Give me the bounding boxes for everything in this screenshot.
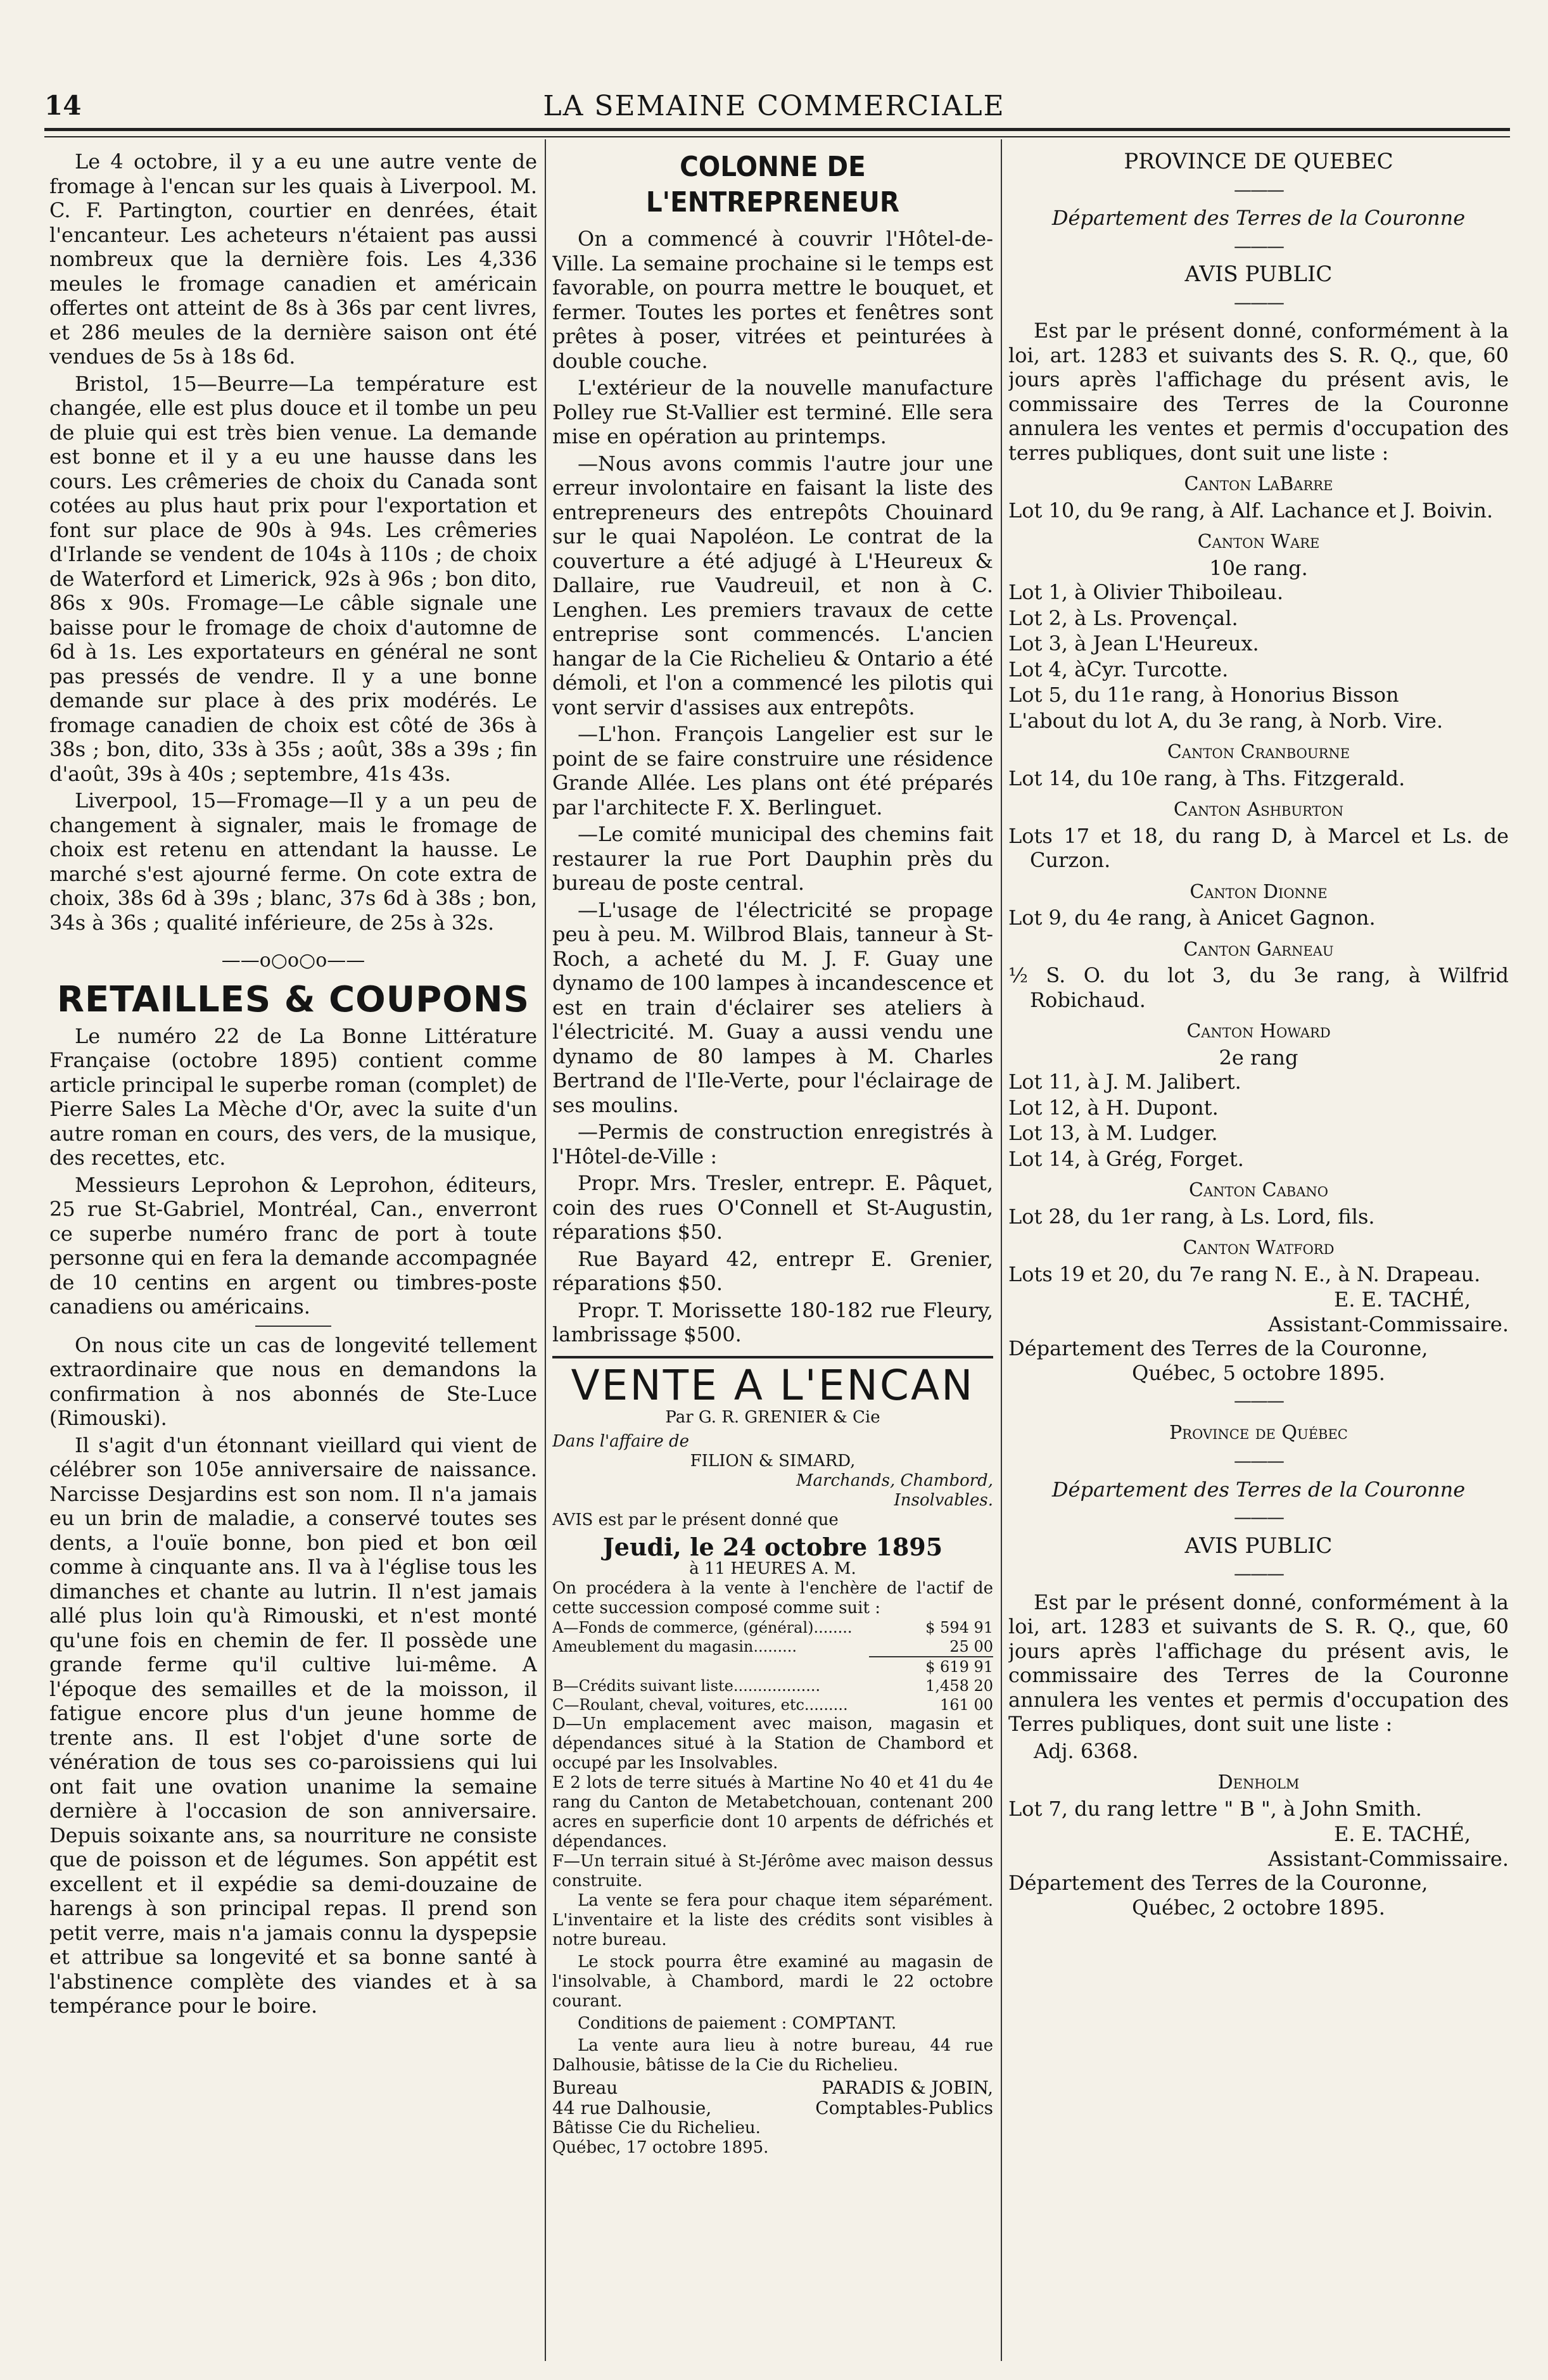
dash-rule: ——— [1234, 179, 1283, 200]
entrepreneur-paragraph: On a commencé à couvrir l'Hôtel-de-Ville. La semaine prochaine si le temps est favorable, on pourra mettre le bouquet, et fermer. Toutes les portes et fenêtres sont prêtes à poser, vitrées et peinturées à double couche. [552, 227, 993, 373]
entrepreneur-paragraph: —L'usage de l'électricité se propage peu à peu. M. Wilbrod Blais, tanneur à St-Roch, a acheté du M. J. F. Guay une dynamo de 100 lampes à incandescence et est en train d'éclairer ses ateliers à l'électricité. M. Guay a aussi vendu une dynamo de 80 lampes à M. Charles Bertrand de l'Ile-Verte, pour l'éclairage de ses moulins. [552, 897, 993, 1117]
ledger-row [552, 1695, 993, 1714]
avis-intro: Est par le présent donné, conformément à la loi, art. 1283 et suivants des S. R. Q., que, 60 jours après l'affichage du présent avis, le commissaire des Terres de la Couronne annulera les ventes et permis d'occupation des terres publiques, dont suit une liste : [1008, 319, 1509, 465]
vente-note: Le stock pourra être examiné au magasin de l'insolvable, à Chambord, mardi le 22 octobre courant. [552, 1953, 993, 2011]
dash-rule: ——— [1234, 235, 1283, 256]
vente-encan-heading: VENTE A L'ENCAN [552, 1356, 993, 1408]
vente-time: à 11 HEURES A. M. [689, 1559, 856, 1578]
column-left [49, 149, 537, 2361]
lot-entry: Lot 12, à H. Dupont. [1008, 1095, 1219, 1120]
ledger-row [552, 1618, 993, 1637]
lot-entry: Lot 14, à Grég, Forget. [1008, 1146, 1244, 1171]
ledger-subtotal-row [869, 1656, 993, 1676]
signer-role-2: Assistant-Commissaire. [1267, 1846, 1509, 1871]
province-heading-2: Province de Québec [1169, 1421, 1348, 1444]
lot-entry: Lot 13, à M. Ludger. [1008, 1121, 1218, 1145]
retailles-paragraph: Le numéro 22 de La Bonne Littérature Française (octobre 1895) contient comme article principal le superbe roman (complet) de Pierre Sales La Mèche d'Or, avec la suite d'un autre roman en cours, des vers, de la musique, des recettes, etc. [49, 1023, 537, 1170]
lot-entry: ½ S. O. du lot 3, du 3e rang, à Wilfrid Robichaud. [1008, 963, 1509, 1012]
lot-entry: Lots 19 et 20, du 7e rang N. E., à N. Drapeau. [1008, 1262, 1481, 1286]
lot-entry: Lot 7, du rang lettre " B ", à John Smith. [1008, 1796, 1422, 1821]
header-rule [44, 128, 1510, 137]
retailles-paragraph: Messieurs Leprohon & Leprohon, éditeurs, 25 rue St-Gabriel, Montréal, Can., enverront ce superbe numéro franc de port à toute personne qui en fera la demande accompagnée de 10 centins en argent ou timbres-poste canadiens ou américains. [49, 1172, 537, 1319]
avis-heading: AVIS PUBLIC [1184, 262, 1333, 287]
lot-entry: L'about du lot A, du 3e rang, à Norb. Vire. [1008, 708, 1443, 733]
canton-name: Canton Cabano [1189, 1179, 1328, 1201]
vente-date: Jeudi, le 24 octobre 1895 [602, 1532, 943, 1561]
entrepreneur-paragraph: —Le comité municipal des chemins fait restaurer la rue Port Dauphin près du bureau de poste central. [552, 822, 993, 895]
signer-name: E. E. TACHÉ, [1333, 1288, 1471, 1312]
column-divider [1001, 139, 1002, 2361]
column-right [1008, 149, 1509, 2361]
vente-note: La vente se fera pour chaque item séparément. L'inventaire et la liste des crédits sont visibles à notre bureau. [552, 1891, 993, 1949]
bureau-building: Bâtisse Cie du Richelieu. [552, 2118, 761, 2137]
canton-rang: 2e rang [1219, 1045, 1298, 1070]
lot-entry: Lot 4, àCyr. Turcotte. [1008, 657, 1229, 681]
vente-note: Conditions de paiement : COMPTANT. [578, 2014, 897, 2033]
entrepreneur-paragraph: L'extérieur de la nouvelle manufacture Polley rue St-Vallier est terminé. Elle sera mise en opération au printemps. [552, 376, 993, 448]
bureau-address: 44 rue Dalhousie, [552, 2098, 712, 2118]
ledger-amount: 1,458 20 [925, 1677, 993, 1695]
signer-name-2: E. E. TACHÉ, [1333, 1822, 1471, 1846]
ledger-row [552, 1676, 993, 1695]
canton-list [1008, 472, 1509, 1286]
section-separator: ——o○o○o—— [221, 949, 365, 972]
signer-role: Assistant-Commissaire. [1267, 1312, 1509, 1336]
canton-name: Canton Dionne [1190, 880, 1328, 903]
lot-entry: Lot 10, du 9e rang, à Alf. Lachance et J. Boivin. [1008, 498, 1494, 522]
page-number: 14 [44, 90, 82, 121]
retailles-heading: RETAILLES & COUPONS [56, 978, 530, 1020]
retailles-paragraph: Il s'agit d'un étonnant vieillard qui vient de célébrer son 105e anniversaire de naissance. Narcisse Desjardins est son nom. Il n'a jamais eu un brin de maladie, a conservé toutes ses dents, a l'ouïe bonne, bon pied et bon œil comme à cinquante ans. Il va à l'église tous les dimanches et chante au lutrin. Il n'est jamais allé plus loin qu'à Rimouski, et n'est monté qu'une fois en chemin de fer. Il possède une grande ferme qu'il cultive lui-même. A l'époque des semailles et de la moisson, il fatigue encore plus d'un jeune homme de trente ans. Il est l'objet d'une sorte de vénération de tous ses co-paroissiens qui lui ont fait une ovation unanime la semaine dernière à l'occasion de son anniversaire. Depuis soixante ans, sa nourriture ne consiste que de poisson et de légumes. Son appétit est excellent et il expédie sa demi-douzaine de harengs à son principal repas. Il prend son petit verre, mais n'a jamais connu la dyspepsie et attribue sa longevité et sa bonne santé à l'abstinence complète des viandes et à sa tempérance pour le boire. [49, 1433, 537, 2018]
vente-detail: D—Un emplacement avec maison, magasin et dépendances situé à la Station de Chambord et occupé par les Insolvables. [552, 1714, 993, 1773]
sign-date-2: Québec, 2 octobre 1895. [1132, 1895, 1385, 1920]
vente-sign-date: Québec, 17 octobre 1895. [552, 2138, 769, 2157]
vente-parties-status: Insolvables. [894, 1490, 993, 1510]
lot-entry: Lot 11, à J. M. Jalibert. [1008, 1070, 1241, 1094]
lot-entry: Lot 28, du 1er rang, à Ls. Lord, fils. [1008, 1204, 1375, 1229]
ledger-label: A—Fonds de commerce, (général)........ [552, 1619, 853, 1636]
entrepreneur-paragraph: —L'hon. François Langelier est sur le point de se faire construire une résidence Grande Allée. Les plans ont été préparés par l'architecte F. X. Berlinguet. [552, 722, 993, 820]
vente-detail: E 2 lots de terre situés à Martine No 40 et 41 du 4e rang du Canton de Metabetchouan, contenant 200 acres en superficie dont 10 arpents de défrichés et dépendances. [552, 1773, 993, 1851]
vente-intro: On procédera à la vente à l'enchère de l'actif de cette succession composé comme suit : [552, 1579, 993, 1617]
avis-heading-2: AVIS PUBLIC [1184, 1533, 1333, 1559]
permit-entry: Rue Bayard 42, entrepr E. Grenier, réparations $50. [552, 1246, 993, 1295]
dash-rule: ——— [1234, 1507, 1283, 1528]
lot-entry: Lot 3, à Jean L'Heureux. [1008, 631, 1259, 655]
vente-note: La vente aura lieu à notre bureau, 44 rue Dalhousie, bâtisse de la Cie du Richelieu. [552, 2036, 993, 2075]
entrepreneur-paragraph: —Permis de construction enregistrés à l'Hôtel-de-Ville : [552, 1120, 993, 1168]
province-heading: PROVINCE DE QUEBEC [1124, 149, 1393, 174]
column-middle [552, 149, 993, 2361]
avis-intro-2: Est par le présent donné, conformément à la loi, art. 1283 et suivants de S. R. Q., que, 60 jours après l'affichage du présent avis, le commissaire des Terres de la Couronne annulera les ventes et permis d'occupation des Terres publiques, dont suit une liste : [1008, 1590, 1509, 1736]
canton-name: Canton Ware [1197, 531, 1320, 553]
canton-name: Canton LaBarre [1184, 473, 1333, 495]
permit-entry: Propr. Mrs. Tresler, entrepr. E. Pâquet, coin des rues O'Connell et St-Augustin, réparations $50. [552, 1171, 993, 1244]
ledger-label: B—Crédits suivant liste.................. [552, 1677, 821, 1695]
lot-entry: Lot 9, du 4e rang, à Anicet Gagnon. [1008, 906, 1376, 930]
entrepreneur-heading: COLONNE DE L'ENTREPRENEUR [645, 151, 900, 218]
dash-rule: ——— [1234, 1390, 1283, 1411]
vente-signature-row [552, 2078, 993, 2098]
entrepreneur-paragraph: —Nous avons commis l'autre jour une erreur involontaire en faisant la liste des entrepreneurs des entrepôts Chouinard sur le quai Napoléon. Le contrat de la couverture a été adjugé à L'Heureux & Dallaire, rue Vaudreuil, et non à C. Lenghen. Les premiers travaux de cette entreprise sont commencés. L'ancien hangar de la Cie Richelieu & Ontario a été démoli, et l'on a commencé les pilotis qui vont servir d'assises aux entrepôts. [552, 451, 993, 719]
market-report: Le 4 octobre, il y a eu une autre vente de fromage à l'encan sur les quais à Liverpool. M. C. F. Partington, courtier en denrées, était l'encanteur. Les acheteurs n'étaient pas aussi nombreux que la dernière fois. Les 4,336 meules le fromage canadien et américain offertes ont atteint de 8s à 36s par cent livres, et 286 meules de la dernière saison ont été vendues de 5s à 18s 6d. [49, 149, 537, 369]
ledger-amount: 161 00 [940, 1696, 993, 1714]
column-divider [545, 139, 546, 2361]
dept-heading-2: Département des Terres de la Couronne [1051, 1477, 1466, 1502]
sign-place-2: Département des Terres de la Couronne, [1008, 1871, 1428, 1895]
vente-signers-role: Comptables-Publics [815, 2098, 993, 2118]
vente-parties: FILION & SIMARD, [690, 1451, 856, 1471]
dash-rule: ——— [1234, 1563, 1283, 1584]
market-report: Bristol, 15—Beurre—La température est changée, elle est plus douce et il tombe un peu de pluie qui est très bien venue. La demande est bonne et il y a eu une hausse dans les cours. Les crêmeries de choix du Canada sont cotées au plus haut prix pour l'exportation et font sur place de 90s à 94s. Les crêmeries d'Irlande se vendent de 104s à 110s ; de choix de Waterford et Limerick, 92s à 96s ; bon dito, 86s x 90s. Fromage—Le câble signale une baisse pour le fromage de choix d'automne de 6d à 1s. Les exportateurs en général ne sont pas pressés de vendre. Il y a une bonne demande sur place à des prix modérés. Le fromage canadien de choix est côté de 36s à 38s ; bon, dito, 33s à 35s ; août, 38s a 39s ; fin d'août, 39s à 40s ; septembre, 41s 43s. [49, 371, 537, 786]
running-title: LA SEMAINE COMMERCIALE [543, 90, 1005, 122]
sign-date: Québec, 5 octobre 1895. [1132, 1360, 1385, 1385]
canton-name: Canton Watford [1183, 1237, 1335, 1259]
lot-entry: Lot 5, du 11e rang, à Honorius Bisson [1008, 683, 1399, 707]
dash-rule: ——— [1234, 291, 1283, 313]
dash-rule: ——— [1234, 1450, 1283, 1471]
lot-entry: Lots 17 et 18, du rang D, à Marcel et Ls. de Curzon. [1008, 823, 1509, 872]
vente-affaire: Dans l'affaire de [552, 1431, 690, 1451]
ledger-label: Ameublement du magasin......... [552, 1638, 797, 1655]
ledger-row [552, 1637, 993, 1656]
canton-name: Canton Howard [1186, 1020, 1331, 1042]
sign-place: Département des Terres de la Couronne, [1008, 1336, 1428, 1360]
permit-entry: Propr. T. Morissette 180-182 rue Fleury, lambrissage $500. [552, 1298, 993, 1346]
dept-heading: Département des Terres de la Couronne [1051, 206, 1466, 230]
ledger-label: C—Roulant, cheval, voitures, etc......... [552, 1696, 848, 1714]
vente-signature-row [552, 2098, 993, 2118]
bureau-label: Bureau [552, 2077, 618, 2098]
ledger-amount: $ 594 91 [925, 1619, 993, 1636]
lot-entry: Lot 1, à Olivier Thiboileau. [1008, 580, 1284, 604]
retailles-paragraph: On nous cite un cas de longevité tellement extraordinaire que nous en demandons la confirmation à nos abonnés de Ste-Luce (Rimouski). [49, 1332, 537, 1430]
lot-entry: Lot 14, du 10e rang, à Ths. Fitzgerald. [1008, 766, 1405, 790]
vente-parties-desc: Marchands, Chambord, [796, 1471, 993, 1490]
vente-detail: F—Un terrain situé à St-Jérôme avec maison dessus construite. [552, 1852, 993, 1890]
short-rule [255, 1326, 331, 1327]
canton-name: Canton Garneau [1183, 938, 1334, 961]
canton-name: Canton Ashburton [1173, 799, 1344, 821]
vente-avis: AVIS est par le présent donné que [552, 1510, 839, 1529]
adj-number: Adj. 6368. [1034, 1738, 1139, 1763]
market-report: Liverpool, 15—Fromage—Il y a un peu de changement à signaler, mais le fromage de choix est retenu en attendant la hausse. Le marché s'est ajourné ferme. On cote extra de choix, 38s 6d à 39s ; blanc, 37s 6d à 38s ; bon, 34s à 36s ; qualité inférieure, de 25s à 32s. [49, 788, 537, 935]
ledger-subtotal: $ 619 91 [925, 1658, 993, 1676]
canton-rang: 10e rang. [1209, 555, 1308, 580]
lot-entry: Lot 2, à Ls. Provençal. [1008, 605, 1238, 630]
vente-signers: PARADIS & JOBIN, [822, 2077, 993, 2098]
canton-name: Canton Cranbourne [1167, 741, 1350, 763]
ledger-amount: 25 00 [949, 1638, 993, 1655]
canton-name: Denholm [1217, 1771, 1300, 1794]
vente-byline: Par G. R. GRENIER & Cie [665, 1407, 880, 1427]
